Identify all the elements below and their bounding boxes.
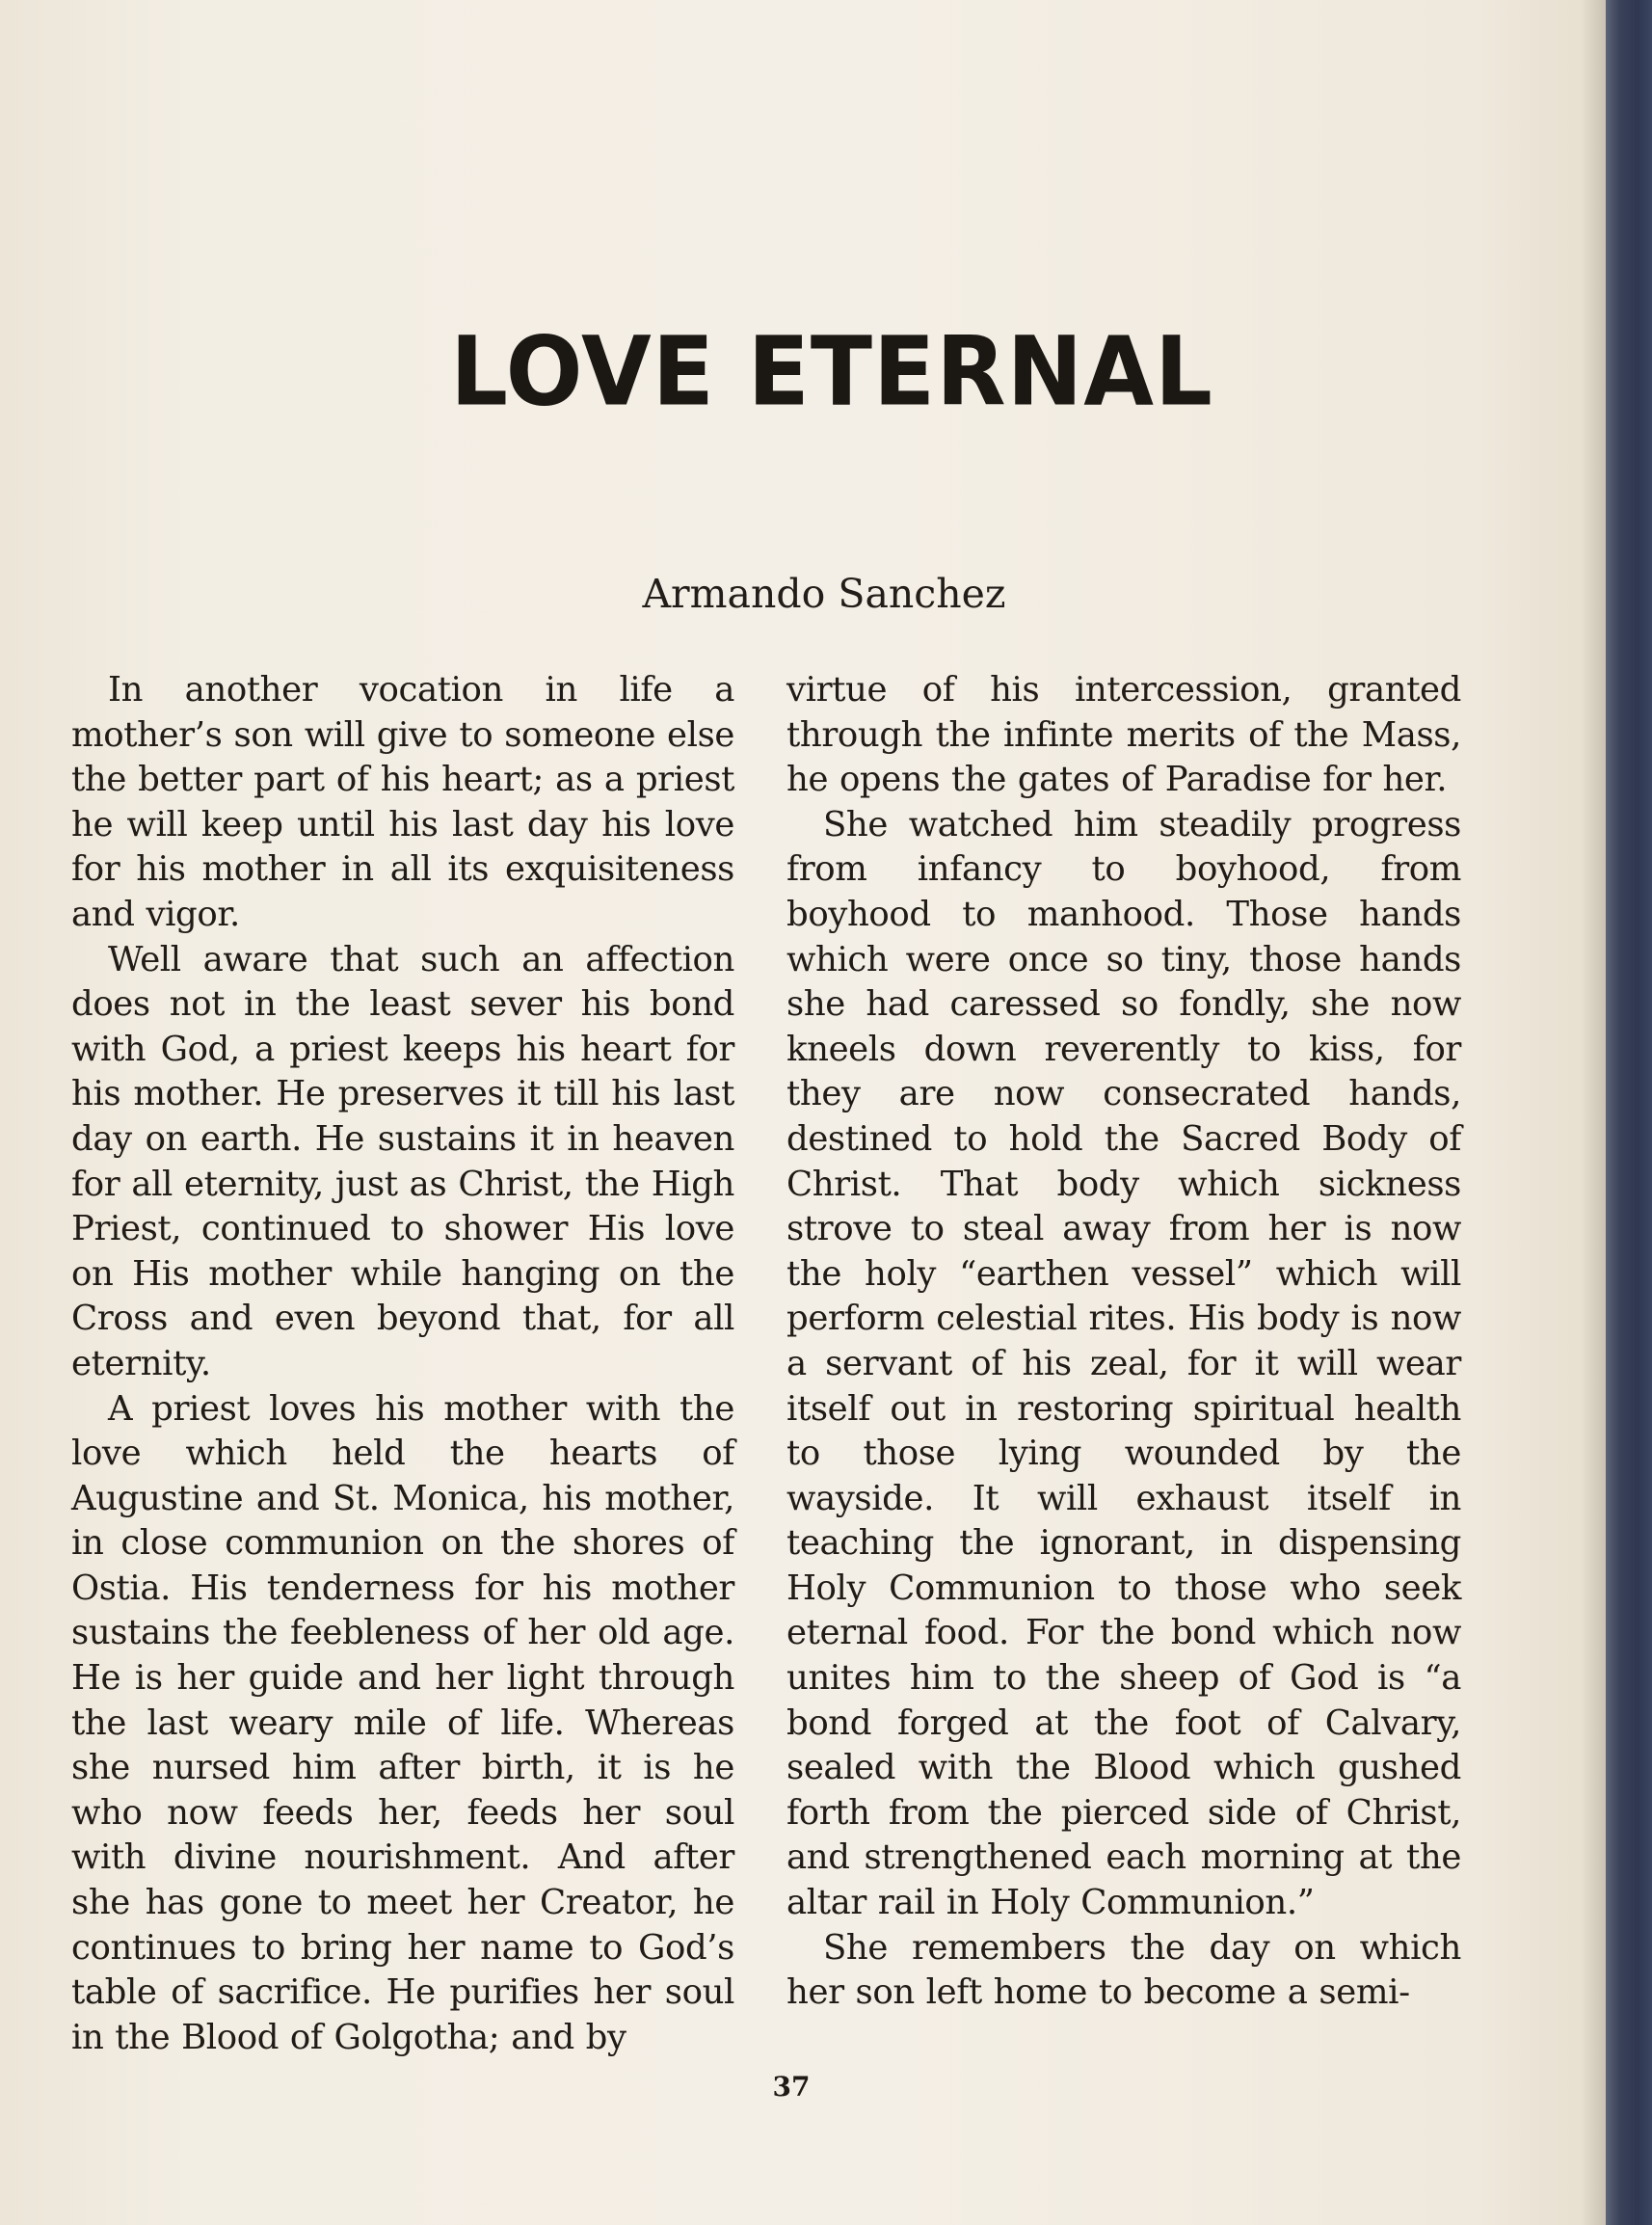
- paragraph: virtue of his intercession, granted through the infinte merits of the Mass, he opens the gates of Paradise for her.: [786, 670, 1461, 800]
- text-column-left: [71, 668, 734, 2060]
- text-column-right: [786, 668, 1461, 2016]
- page-number: 37: [772, 2071, 811, 2103]
- book-binding-edge: [1606, 0, 1652, 2225]
- paragraph: A priest loves his mother with the love which held the hearts of Augustine and St. Monica, his mother, in close communion on the shores of Ostia. His tenderness for his mother sustains the feebleness of her old age. He is her guide and her light through the last weary mile of life. Whereas she nursed him after birth, it is he who now feeds her, feeds her soul with divine nourishment. And after she has gone to meet her Creator, he continues to bring her name to God’s table of sacrifice. He purifies her soul in the Blood of Golgotha; and by: [71, 1388, 734, 2057]
- article-author: Armando Sanchez: [642, 571, 1006, 617]
- article-title: LOVE ETERNAL: [450, 317, 1213, 428]
- paragraph: In another vocation in life a mother’s son will give to someone else the better part of his heart; as a priest he will keep until his last day his love for his mother in all its exquisiteness and vigor.: [71, 670, 734, 934]
- paragraph: She watched him steadily progress from infancy to boyhood, from boyhood to manhood. Those hands which were once so tiny, those hands she had caressed so fondly, she now kneels down reverently to kiss, for they are now consecrated hands, destined to hold the Sacred Body of Christ. That body which sickness strove to steal away from her is now the holy “earthen vessel” which will perform celestial rites. His body is now a servant of his zeal, for it will wear itself out in restoring spiritual health to those lying wounded by the wayside. It will exhaust itself in teaching the ignorant, in dispensing Holy Communion to those who seek eternal food. For the bond which now unites him to the sheep of God is “a bond forged at the foot of Calvary, sealed with the Blood which gushed forth from the pierced side of Christ, and strengthened each morning at the altar rail in Holy Communion.”: [786, 804, 1461, 1923]
- paragraph: She remembers the day on which her son left home to become a semi-: [786, 1927, 1461, 2013]
- paragraph: Well aware that such an affection does not in the least sever his bond with God, a priest keeps his heart for his mother. He preserves it till his last day on earth. He sustains it in heaven for all eternity, just as Christ, the High Priest, continued to shower His love on His mother while hanging on the Cross and even beyond that, for all eternity.: [71, 939, 734, 1383]
